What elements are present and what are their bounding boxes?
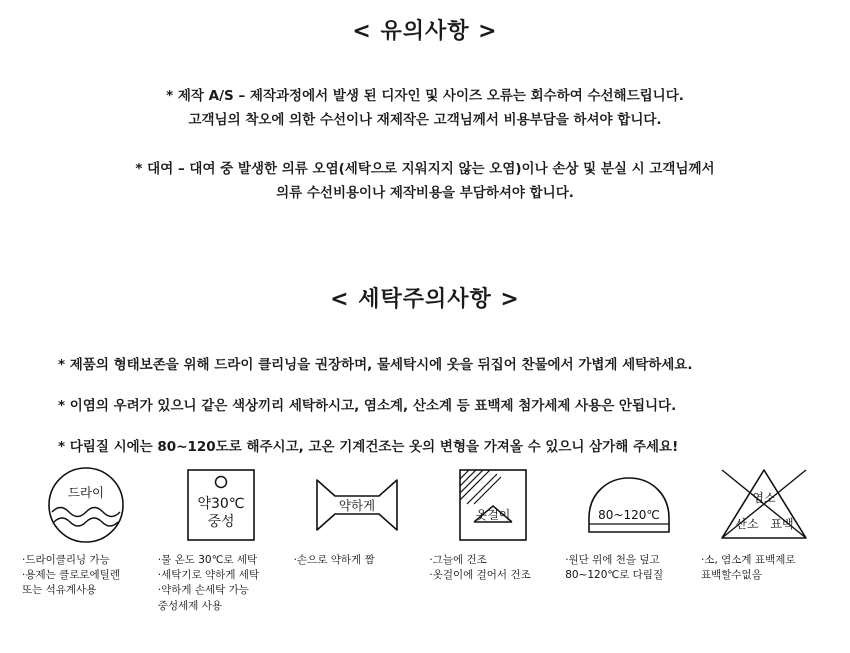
notice-paragraph-line: 의류 수선비용이나 제작비용을 부담하셔야 합니다. <box>276 184 574 201</box>
caption-line: 또는 석유계사용 <box>22 584 97 597</box>
care-symbol-caption <box>425 553 560 583</box>
iron-temp-label: 80~120℃ <box>597 508 660 522</box>
care-symbol-wring <box>290 466 425 614</box>
washtub-30c-icon <box>169 466 273 544</box>
washing-instruction-list <box>0 355 850 458</box>
bleach-label-oxygen: 산소 <box>735 517 760 531</box>
care-symbol-washing <box>154 466 289 614</box>
care-symbol-bleaching <box>697 466 832 614</box>
caption-line: ·옷걸이에 걸어서 건조 <box>429 569 531 582</box>
care-symbol-row <box>0 466 850 614</box>
care-symbol-drying <box>425 466 560 614</box>
notice-paragraph-line: * 대여 – 대여 중 발생한 의류 오염(세탁으로 지워지지 않는 오염)이나 손상 및 분실 시 고객님께서 <box>135 161 715 178</box>
caption-line: ·드라이클리닝 가능 <box>22 554 110 566</box>
care-symbol-caption <box>18 553 153 599</box>
bleach-label-bleach: 표백 <box>770 517 795 531</box>
notice-section-title: < 유의사항 > <box>352 19 498 44</box>
list-item: * 제품의 형태보존을 위해 드라이 클리닝을 권장하며, 물세탁시에 옷을 뒤집어 찬물에서 가볍게 세탁하세요. <box>58 356 693 373</box>
dry-cleaning-circle-icon <box>34 466 138 544</box>
notice-paragraph <box>0 158 850 205</box>
notice-paragraph-line: * 제작 A/S – 제작과정에서 발생 된 디자인 및 사이즈 오류는 회수하여 수선해드립니다. <box>166 88 684 104</box>
wring-gently-icon <box>305 466 409 544</box>
care-symbol-caption <box>154 553 289 614</box>
list-item: * 이염의 우려가 있으니 같은 색상끼리 세탁하시고, 염소계, 산소계 등 표백제 첨가세제 사용은 안됩니다. <box>58 397 677 414</box>
caption-line: 표백할수없음 <box>700 569 762 582</box>
washtub-detergent-label: 중성 <box>207 514 235 530</box>
caption-line: 중성세제 사용 <box>157 599 222 612</box>
wring-label: 약하게 <box>338 498 376 513</box>
shade-hanger-dry-icon <box>441 466 545 544</box>
no-bleach-triangle-icon <box>712 466 816 544</box>
caption-line: 80~120℃로 다림질 <box>565 569 664 582</box>
notice-paragraph-line: 고객님의 착오에 의한 수선이나 재제작은 고객님께서 비용부담을 하셔야 합니다. <box>188 111 662 128</box>
iron-80-120c-icon <box>577 466 681 544</box>
care-symbol-caption <box>697 553 832 583</box>
caption-line: ·소, 염소계 표백제로 <box>700 554 796 566</box>
care-symbol-caption <box>561 553 696 583</box>
notice-paragraph <box>0 85 850 132</box>
bleach-label-chlorine: 염소 <box>752 491 777 505</box>
list-item: * 다림질 시에는 80~120도로 해주시고, 고온 기계건조는 옷의 변형을 가져올 수 있으니 삼가해 주세요! <box>58 439 679 455</box>
caption-line: ·손으로 약하게 짬 <box>293 554 375 566</box>
caption-line: ·그늘에 건조 <box>429 554 487 566</box>
caption-line: ·물 온도 30℃로 세탁 <box>157 554 258 566</box>
caption-line: ·원단 위에 천을 덮고 <box>565 554 660 566</box>
washing-section-title: < 세탁주의사항 > <box>330 286 520 312</box>
care-symbol-dry-cleaning <box>18 466 153 614</box>
washtub-temp-label: 약30℃ <box>197 496 245 512</box>
caption-line: ·세탁기로 약하게 세탁 <box>157 569 260 582</box>
care-symbol-ironing <box>561 466 696 614</box>
care-symbol-caption <box>290 553 425 568</box>
dry-cleaning-label: 드라이 <box>67 485 104 500</box>
caption-line: ·약하게 손세탁 가능 <box>157 584 249 597</box>
document-page <box>0 14 850 653</box>
caption-line: ·용제는 클로로에틸렌 <box>22 569 120 582</box>
hanger-label: 옷걸이 <box>475 508 511 522</box>
